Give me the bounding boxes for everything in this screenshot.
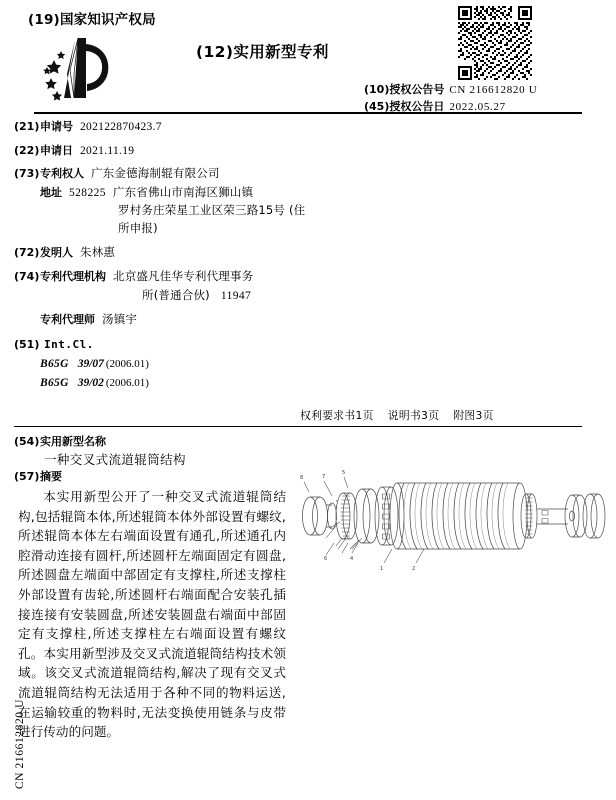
patentee-row — [14, 165, 364, 181]
patentee-address-row — [14, 184, 364, 200]
title-section-header — [14, 433, 106, 449]
abstract-text: 本实用新型公开了一种交叉式流道辊筒结构,包括辊筒本体,所述辊筒本体外部设置有螺纹,所述辊筒本体左右端面设置有通孔,所述通孔内腔滑动连接有圆杆,所述圆杆左端面固定有圆盘,所述圆盘左端面中部固定有支撑柱,所述支撑柱外部设置有齿轮,所述圆杆右端面配合安装孔插接连接有安装圆盘,所述安装圆盘右端面中部固定有支撑柱,所述支撑柱左右端面设置有螺纹孔。本实用新型涉及交叉式流道辊筒结构技术领域。该交叉式流道辊筒结构,解决了现有交叉式流道辊筒结构无法适用于各种不同的物料运送,在运输较重的物料时,无法变换使用链条与皮带进行传动的问题。 — [18, 489, 286, 740]
abstract-section-code: (57) — [14, 470, 40, 483]
ipc-group: 39/02 — [77, 376, 104, 389]
publication-date-code: (45) — [364, 99, 390, 113]
publication-number-code: (10) — [364, 83, 390, 96]
application-number-value: 202122870423.7 — [80, 121, 162, 133]
patentee-code: (73) — [14, 167, 40, 180]
agency-row-2 — [14, 287, 364, 303]
address-line-2: 罗村务庄荣星工业区荣三路15号 (住 — [118, 203, 306, 217]
title-section-code: (54) — [14, 435, 40, 448]
ipc-class: B65G — [40, 376, 69, 389]
application-number-code: (21) — [14, 120, 40, 133]
figure-ref-2: 2 — [412, 566, 416, 572]
figure-ref-5: 5 — [342, 470, 346, 476]
application-number-row — [14, 118, 364, 134]
figure-ref-1: 1 — [380, 566, 384, 572]
header-divider — [34, 112, 582, 114]
patentee-value: 广东金德海制辊有限公司 — [91, 166, 220, 180]
figure-ref-6: 6 — [324, 556, 328, 562]
ipc-version: (2006.01) — [105, 376, 149, 389]
application-number-label: 申请号 — [40, 120, 73, 133]
qr-code-icon — [458, 6, 532, 80]
bibliographic-data — [14, 118, 364, 394]
agency-code-marker: (74) — [14, 269, 40, 283]
abstract-divider — [14, 426, 582, 428]
page-count-line — [300, 408, 508, 423]
ipc-code: (51) — [14, 337, 40, 351]
cnipa-emblem-icon — [34, 34, 118, 106]
description-page-count: 说明书3页 — [387, 409, 440, 422]
drawings-page-count: 附图3页 — [453, 409, 494, 422]
ipc-entry — [14, 356, 364, 370]
patentee-address-row-2 — [14, 202, 364, 218]
address-postcode: 528225 — [69, 187, 106, 199]
application-date-row — [14, 142, 364, 158]
patent-figure — [296, 448, 608, 578]
document-type-line — [196, 40, 329, 62]
publication-number-value: CN 216612820 U — [449, 84, 538, 96]
inventor-value: 朱林惠 — [80, 245, 116, 259]
publication-date-value: 2022.05.27 — [449, 100, 506, 113]
office-code: (19) — [28, 12, 60, 28]
patentee-label: 专利权人 — [40, 167, 84, 180]
office-name: 国家知识产权局 — [59, 12, 156, 28]
agency-row — [14, 268, 364, 284]
ipc-class: B65G — [40, 357, 69, 370]
figure-ref-7: 7 — [322, 474, 326, 480]
ipc-version: (2006.01) — [105, 357, 149, 370]
abstract-section-header — [14, 468, 62, 484]
agency-value-line-1: 北京盛凡佳华专利代理事务 — [113, 268, 254, 283]
agency-value-line-2: 所(普通合伙) — [142, 287, 210, 302]
document-type-label: 实用新型专利 — [233, 43, 329, 61]
title-section-label: 实用新型名称 — [40, 435, 106, 448]
patentee-address-row-3 — [14, 220, 364, 236]
agency-registration-code: 11947 — [220, 289, 252, 302]
publication-number-row — [364, 82, 537, 99]
ipc-entry — [14, 375, 364, 389]
publication-info — [364, 82, 537, 115]
agent-row — [14, 311, 364, 327]
ipc-label: Int.Cl. — [44, 337, 94, 351]
claims-page-count: 权利要求书1页 — [300, 409, 374, 422]
publication-number-label: 授权公告号 — [389, 83, 445, 96]
agent-value: 汤镇宇 — [102, 311, 138, 326]
office-line — [28, 8, 156, 28]
agency-label: 专利代理机构 — [40, 269, 106, 283]
ipc-header-row — [14, 338, 364, 351]
figure-ref-8: 8 — [300, 475, 304, 481]
ipc-group: 39/07 — [77, 357, 104, 370]
inventor-row — [14, 244, 364, 260]
abstract-section-label: 摘要 — [40, 470, 62, 483]
address-line-1: 广东省佛山市南海区狮山镇 — [112, 185, 254, 199]
figure-ref-4: 4 — [350, 556, 354, 562]
inventor-label: 发明人 — [40, 246, 73, 259]
document-type-code: (12) — [196, 43, 234, 61]
application-date-label: 申请日 — [40, 143, 73, 157]
spine-publication-number-text: CN 216612820 U — [14, 698, 26, 790]
publication-date-label: 授权公告日 — [389, 99, 445, 113]
application-date-code: (22) — [14, 143, 40, 157]
agent-label: 专利代理师 — [40, 312, 95, 326]
inventor-code: (72) — [14, 246, 40, 259]
abstract-body — [18, 487, 286, 742]
application-date-value: 2021.11.19 — [80, 144, 135, 157]
address-label: 地址 — [40, 186, 62, 199]
page-title: 一种交叉式流道辊筒结构 — [44, 452, 186, 467]
address-line-3: 所申报) — [118, 221, 158, 235]
